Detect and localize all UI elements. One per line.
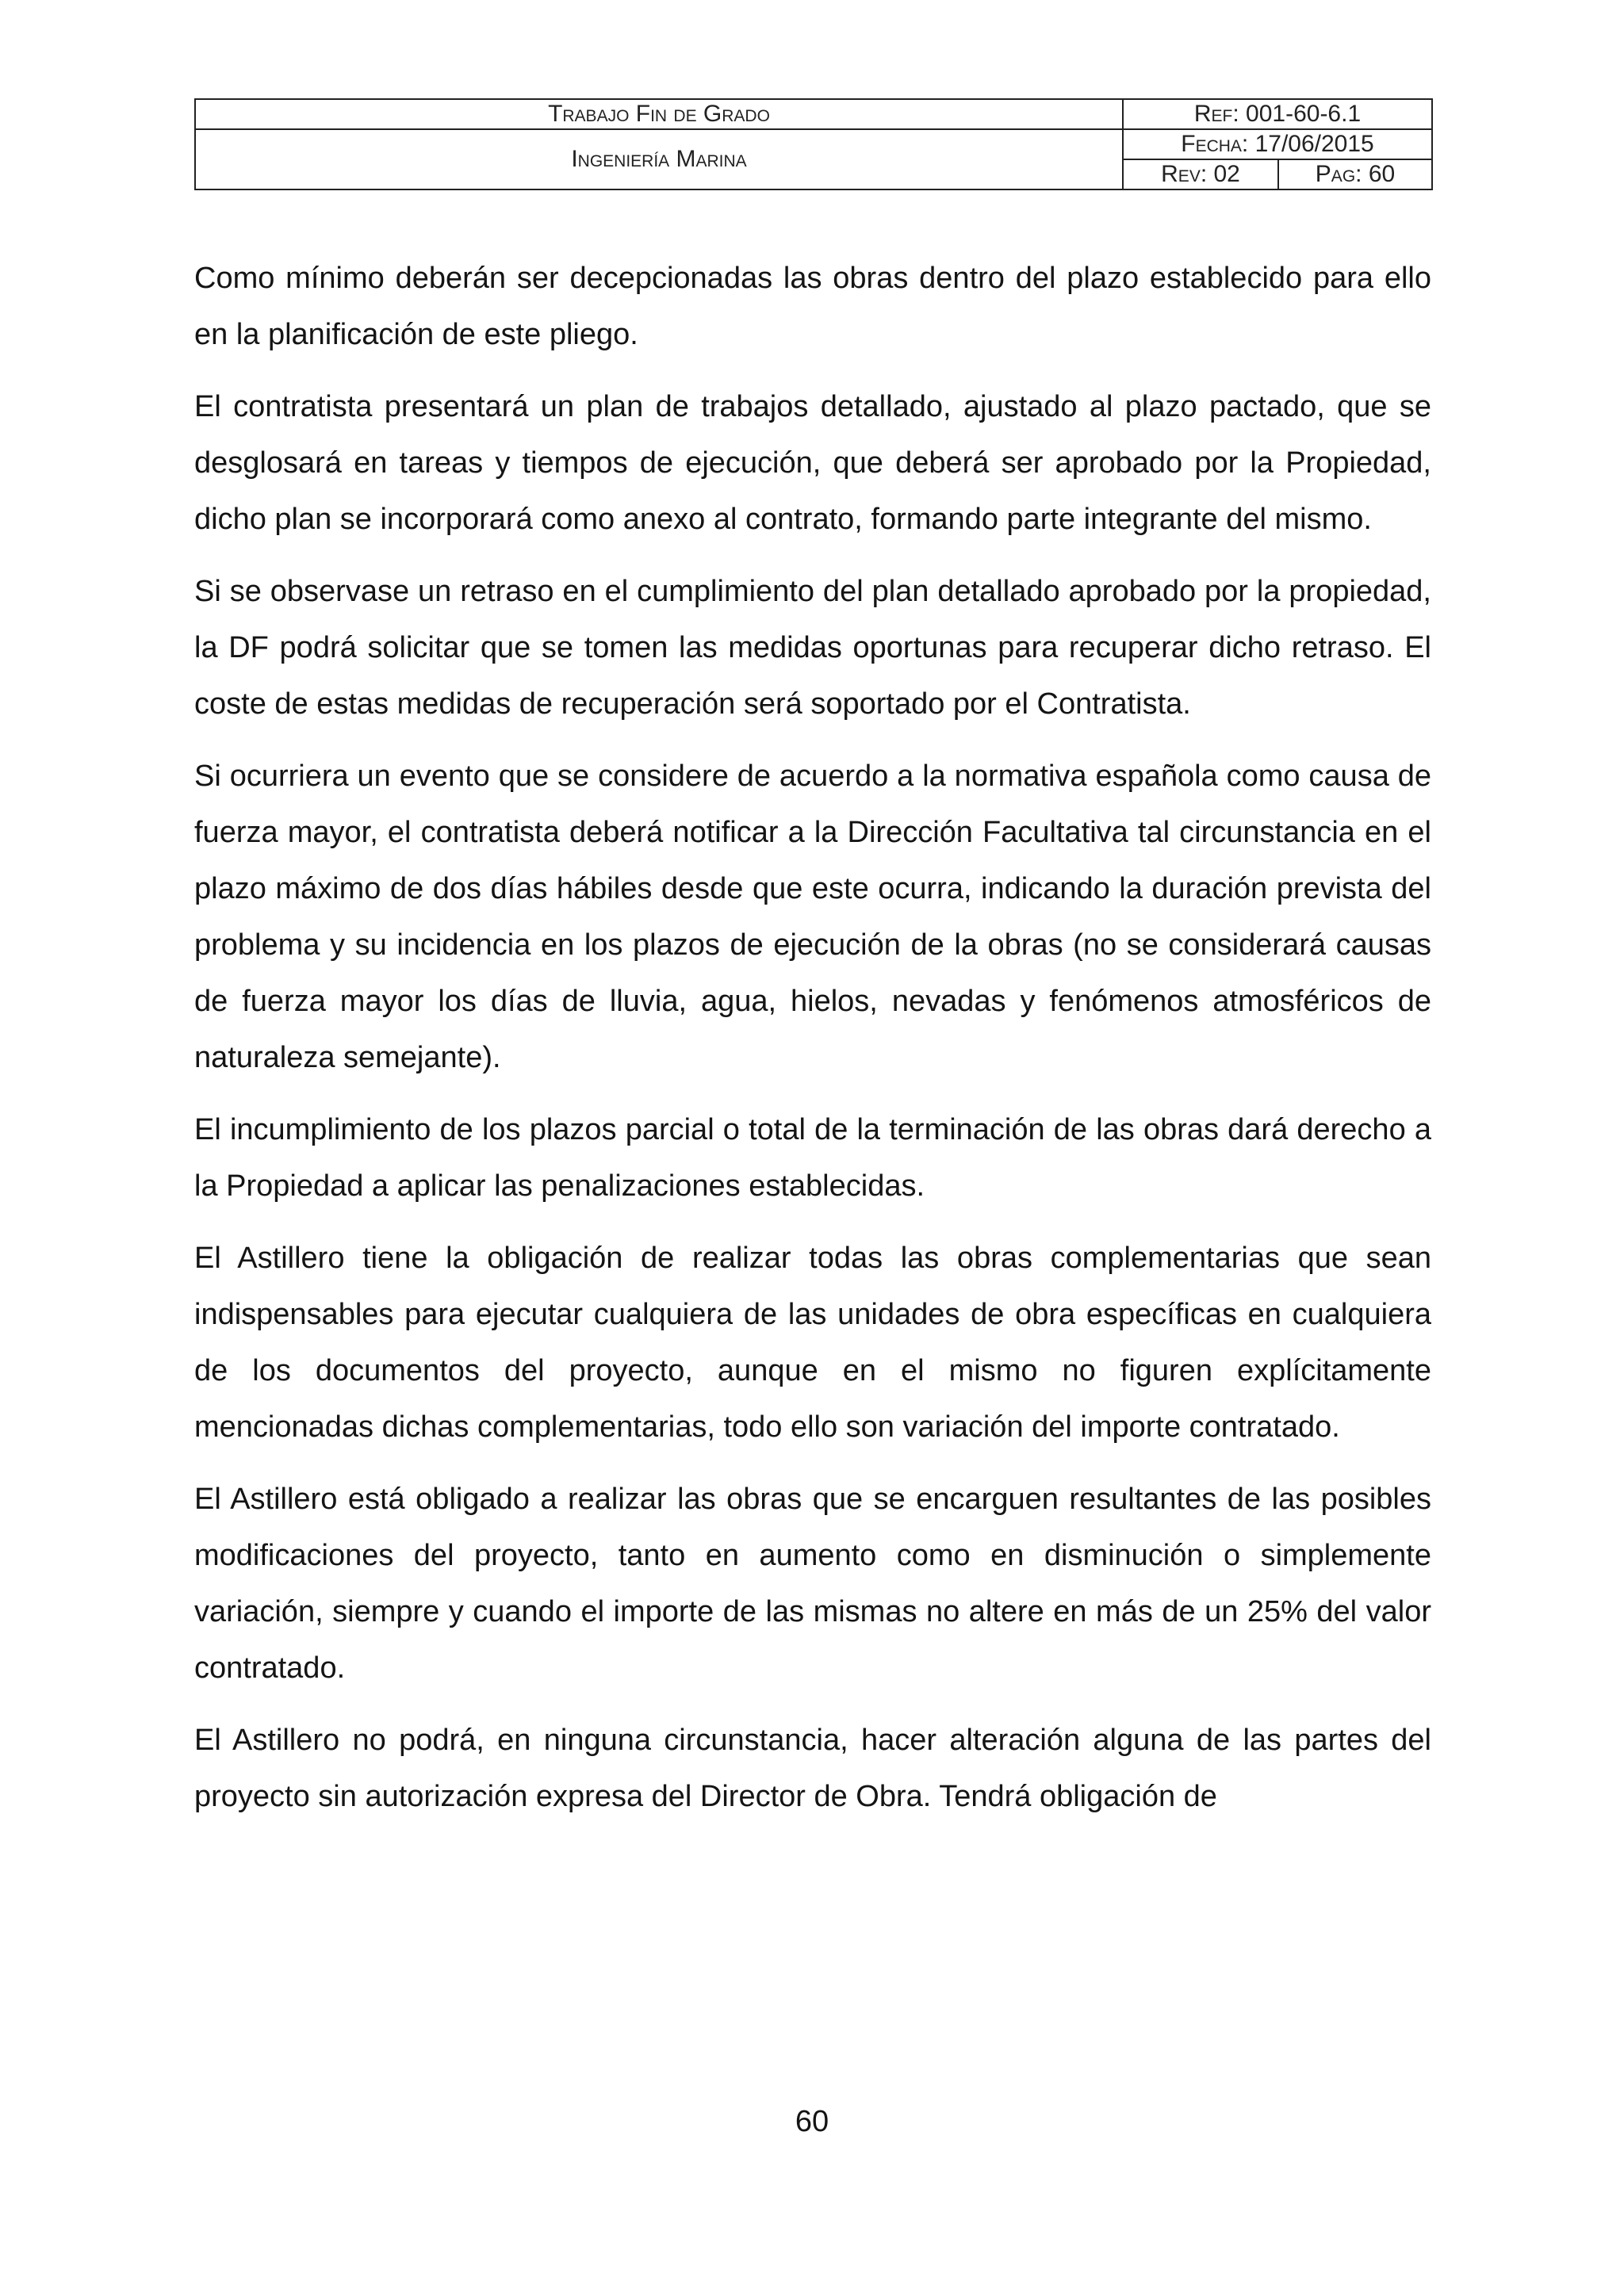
header-title: Trabajo Fin de Grado (195, 99, 1123, 129)
paragraph: Si se observase un retraso en el cumplimiento del plan detallado aprobado por la propiedad, la DF podrá solicitar que se tomen las medidas oportunas para recuperar dicho retraso. El coste de estas medidas de recuperación será soportado por el Contratista. (194, 575, 1431, 721)
paragraph: Como mínimo deberán ser decepcionadas las obras dentro del plazo establecido para ello en la planificación de este pliego. (194, 262, 1431, 351)
paragraph: El Astillero no podrá, en ninguna circunstancia, hacer alteración alguna de las partes del proyecto sin autorización expresa del Director de Obra. Tendrá obligación de (194, 1724, 1431, 1813)
page-number: 60 (795, 2105, 829, 2138)
header-pag: Pag: 60 (1278, 159, 1432, 189)
header-subtitle: Ingeniería Marina (195, 129, 1123, 189)
paragraph: El incumplimiento de los plazos parcial o total de la terminación de las obras dará derecho a la Propiedad a aplicar las penalizaciones establecidas. (194, 1113, 1431, 1203)
header-rev: Rev: 02 (1123, 159, 1278, 189)
paragraph: Si ocurriera un evento que se considere de acuerdo a la normativa española como causa de fuerza mayor, el contratista deberá notificar a la Dirección Facultativa tal circunstancia en el plazo máximo de dos días hábiles desde que este ocurra, indicando la duración prevista del problema y su incidencia en los plazos de ejecución de la obras (no se considerará causas de fuerza mayor los días de lluvia, agua, hielos, nevadas y fenómenos atmosféricos de naturaleza semejante). (194, 760, 1431, 1074)
header-ref: Ref: 001-60-6.1 (1123, 99, 1432, 129)
paragraph: El Astillero está obligado a realizar las obras que se encarguen resultantes de las posibles modificaciones del proyecto, tanto en aumento como en disminución o simplemente variación, siempre y cuando el importe de las mismas no altere en más de un 25% del valor contratado. (194, 1483, 1431, 1685)
paragraph: El Astillero tiene la obligación de realizar todas las obras complementarias que sean indispensables para ejecutar cualquiera de las unidades de obra específicas en cualquiera de los documentos del proyecto, aunque en el mismo no figuren explícitamente mencionadas dichas complementarias, todo ello son variación del importe contratado. (194, 1242, 1431, 1444)
header-fecha: Fecha: 17/06/2015 (1123, 129, 1432, 159)
document-body (194, 251, 1431, 1841)
document-header (194, 98, 1433, 190)
paragraph: El contratista presentará un plan de trabajos detallado, ajustado al plazo pactado, que se desglosará en tareas y tiempos de ejecución, que deberá ser aprobado por la Propiedad, dicho plan se incorporará como anexo al contrato, formando parte integrante del mismo. (194, 390, 1431, 536)
